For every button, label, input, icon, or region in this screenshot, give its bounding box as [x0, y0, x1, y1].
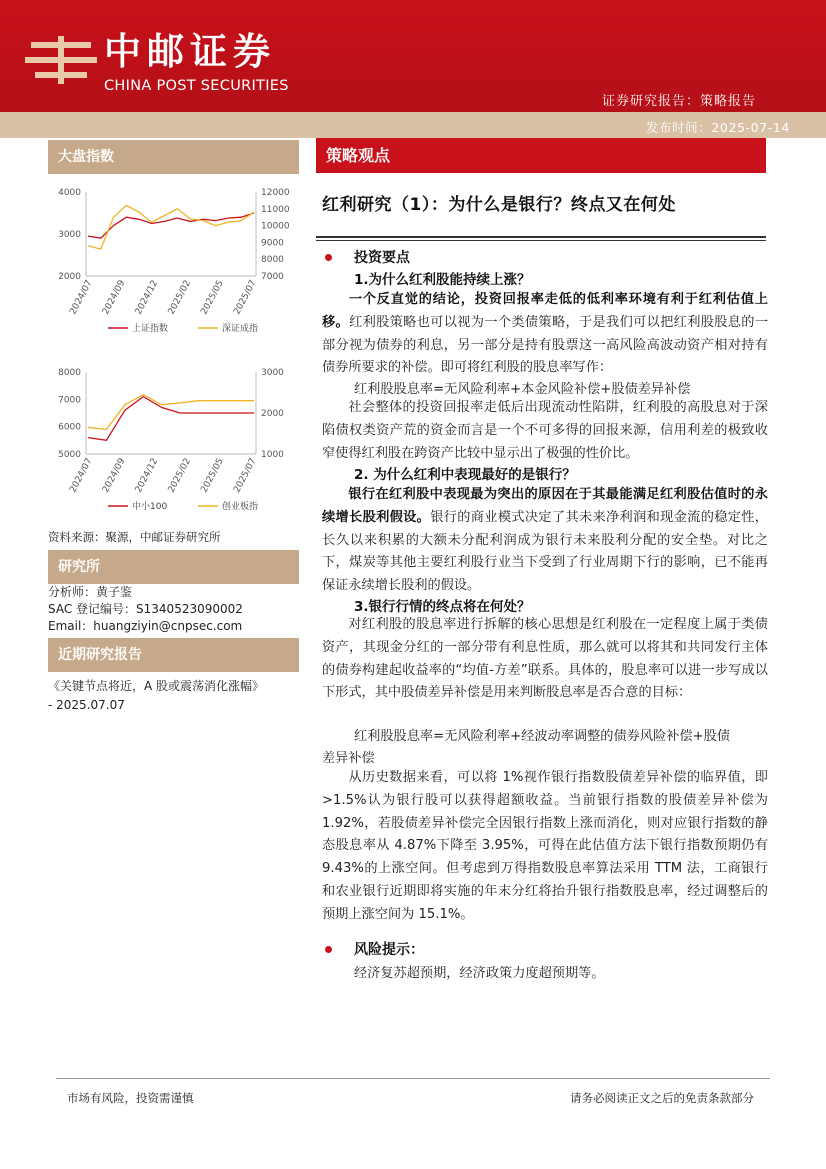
paragraph-3-lead: 银行在红利股中表现最为突出的原因在于其最能满足红利股估值时的永续增长股利假设。 [322, 487, 768, 525]
series-line-深证成指 [88, 205, 254, 249]
y-tick-label-right: 12000 [261, 188, 290, 198]
series-line-上证指数 [88, 213, 254, 238]
paragraph-3-body: 银行的商业模式决定了其未来净利润和现金流的稳定性，长久以来积累的大额未分配利润成为银行未来股利分配的安全垫。对比之下，煤炭等其他主要红利股行业当下受到了行业周期下行的影响，已不能再保证永续增长股利的假设。 [322, 509, 768, 594]
chart-source-note: 资料来源：聚源，中邮证券研究所 [48, 530, 221, 544]
question-2: 2. 为什么红利中表现最好的是银行？ [354, 467, 576, 483]
strategy-section-bar: 策略观点 [316, 138, 766, 173]
analyst-email: Email：huangziyin@cnpsec.com [48, 619, 243, 633]
x-tick-label: 2025/07 [232, 278, 259, 317]
y-tick-label-right: 7000 [261, 272, 284, 282]
x-tick-label: 2024/07 [68, 456, 95, 495]
question-3: 3.银行行情的终点将在何处？ [354, 599, 531, 615]
x-tick-label: 2025/02 [166, 278, 194, 317]
x-tick-label: 2024/12 [133, 456, 161, 495]
formula-2-line2: 差异补偿 [322, 751, 375, 766]
bullet-icon [325, 254, 332, 261]
legend-label: 上证指数 [132, 324, 169, 334]
y-tick-label-right: 3000 [261, 368, 284, 378]
paragraph-1-body: 红利股策略也可以视为一个类债策略，于是我们可以把红利股股息的一部分视为债券的利息，另一部分是持有股票这一高风险高波动资产相对持有债券所要求的补偿。即可将红利股的股息率写作： [322, 314, 769, 376]
china-post-logo-icon [24, 35, 98, 85]
paragraph-1-lead: 一个反直觉的结论，投资回报率走低的低利率环境有利于红利估值上移。 [322, 292, 768, 330]
paragraph-2-body: 社会整体的投资回报率走低后出现流动性陷阱，红利股的高股息对于深陷债权类资产荒的资金而言是一个不可多得的回报来源，信用利差的极致收窄使得红利股在跨资产比较中显示出了极强的性价比。 [322, 400, 768, 461]
brand-name-en: CHINA POST SECURITIES [104, 78, 289, 94]
x-tick-label: 2025/05 [199, 278, 226, 317]
title-rule [316, 236, 766, 238]
report-title: 红利研究（1）：为什么是银行？终点又在何处 [322, 195, 676, 215]
paragraph-3 [322, 484, 768, 598]
x-tick-label: 2024/12 [133, 278, 161, 317]
y-tick-label-right: 2000 [261, 409, 284, 419]
index-chart-1 [48, 180, 299, 350]
x-tick-label: 2025/02 [166, 456, 194, 495]
legend-label: 深证成指 [222, 324, 259, 334]
formula-1: 红利股股息率=无风险利率+本金风险补偿+股债差异补偿 [354, 382, 691, 397]
title-rule-thin [316, 240, 766, 241]
research-section-header: 研究所 [48, 550, 299, 584]
series-line-创业板指 [88, 395, 254, 430]
brand-name-cn: 中邮证券 [104, 30, 276, 73]
y-tick-label-left: 8000 [58, 368, 81, 378]
y-tick-label-left: 6000 [58, 422, 81, 433]
recent-reports-header: 近期研究报告 [48, 638, 299, 672]
x-tick-label: 2024/09 [101, 456, 128, 495]
y-tick-label-right: 8000 [261, 255, 284, 266]
y-tick-label-right: 1000 [261, 450, 284, 460]
y-tick-label-right: 11000 [261, 204, 290, 215]
y-tick-label-left: 7000 [58, 395, 81, 406]
y-tick-label-right: 10000 [261, 221, 290, 232]
y-tick-label-left: 5000 [58, 450, 81, 460]
paragraph-5 [322, 767, 768, 927]
y-tick-label-right: 9000 [261, 238, 284, 249]
footer-risk-note: 市场有风险，投资需谨慎 [67, 1091, 194, 1105]
risk-heading: 风险提示： [354, 942, 424, 958]
publish-date: 发布时间：2025-07-14 [645, 120, 790, 135]
bullet-icon [325, 946, 332, 953]
legend-label: 中小100 [132, 502, 168, 512]
x-tick-label: 2025/05 [199, 456, 226, 495]
paragraph-1 [322, 289, 768, 380]
question-1: 1.为什么红利股能持续上涨？ [354, 272, 531, 288]
formula-2-line1: 红利股股息率=无风险利率+经波动率调整的债券风险补偿+股债 [354, 729, 731, 744]
footer-rule [56, 1078, 770, 1079]
legend-label: 创业板指 [222, 502, 259, 512]
report-type: 证券研究报告：策略报告 [601, 94, 756, 109]
x-tick-label: 2024/09 [101, 278, 128, 317]
y-tick-label-left: 3000 [58, 230, 81, 240]
risk-text: 经济复苏超预期，经济政策力度超预期等。 [354, 966, 605, 981]
y-tick-label-left: 2000 [58, 272, 81, 282]
paragraph-4-body: 对红利股的股息率进行拆解的核心思想是红利股在一定程度上属于类债资产，其现金分红的一部分带有利息性质，那么就可以将其和共同发行主体的债券构建起收益率的“均值-方差”联系。具体的，股息率可以进一步写成以下形式，其中股债差异补偿是用来判断股息率是否合意的目标： [322, 617, 768, 701]
paragraph-4 [322, 614, 768, 705]
analyst-name: 分析师：黄子鉴 [48, 585, 133, 599]
y-tick-label-left: 4000 [58, 188, 81, 198]
paragraph-5-body: 从历史数据来看，可以将 1%视作银行指数股债差异补偿的临界值，即>1.5%认为银行股可以获得超额收益。当前银行指数的股债差异补偿为 1.92%，若股债差异补偿完全因银行指数上涨而消化，则对应银行指数的静态股息率从 4.87%下降至 3.95%，可得在此估值方法下银行指数预期仍有 9.43%的上涨空间。但考虑到万得指数股息率算法采用 TTM 法，工商银行和农业银行近期即将实施的年末分红将抬升银行指数股息率，经过调整后的预期上涨空间为 15.1%。 [322, 770, 768, 922]
invest-points-heading: 投资要点 [354, 250, 410, 266]
x-tick-label: 2025/07 [232, 456, 259, 495]
recent-report-title[interactable]: 《关键节点将近，A 股或震荡消化涨幅》 [48, 679, 265, 693]
paragraph-2 [322, 397, 768, 465]
index-section-header: 大盘指数 [48, 140, 299, 174]
x-tick-label: 2024/07 [68, 278, 95, 317]
sac-number: SAC 登记编号：S1340523090002 [48, 602, 243, 616]
footer-disclaimer-note: 请务必阅读正文之后的免责条款部分 [570, 1091, 754, 1105]
index-chart-2 [48, 360, 299, 520]
recent-report-date: - 2025.07.07 [48, 698, 125, 712]
